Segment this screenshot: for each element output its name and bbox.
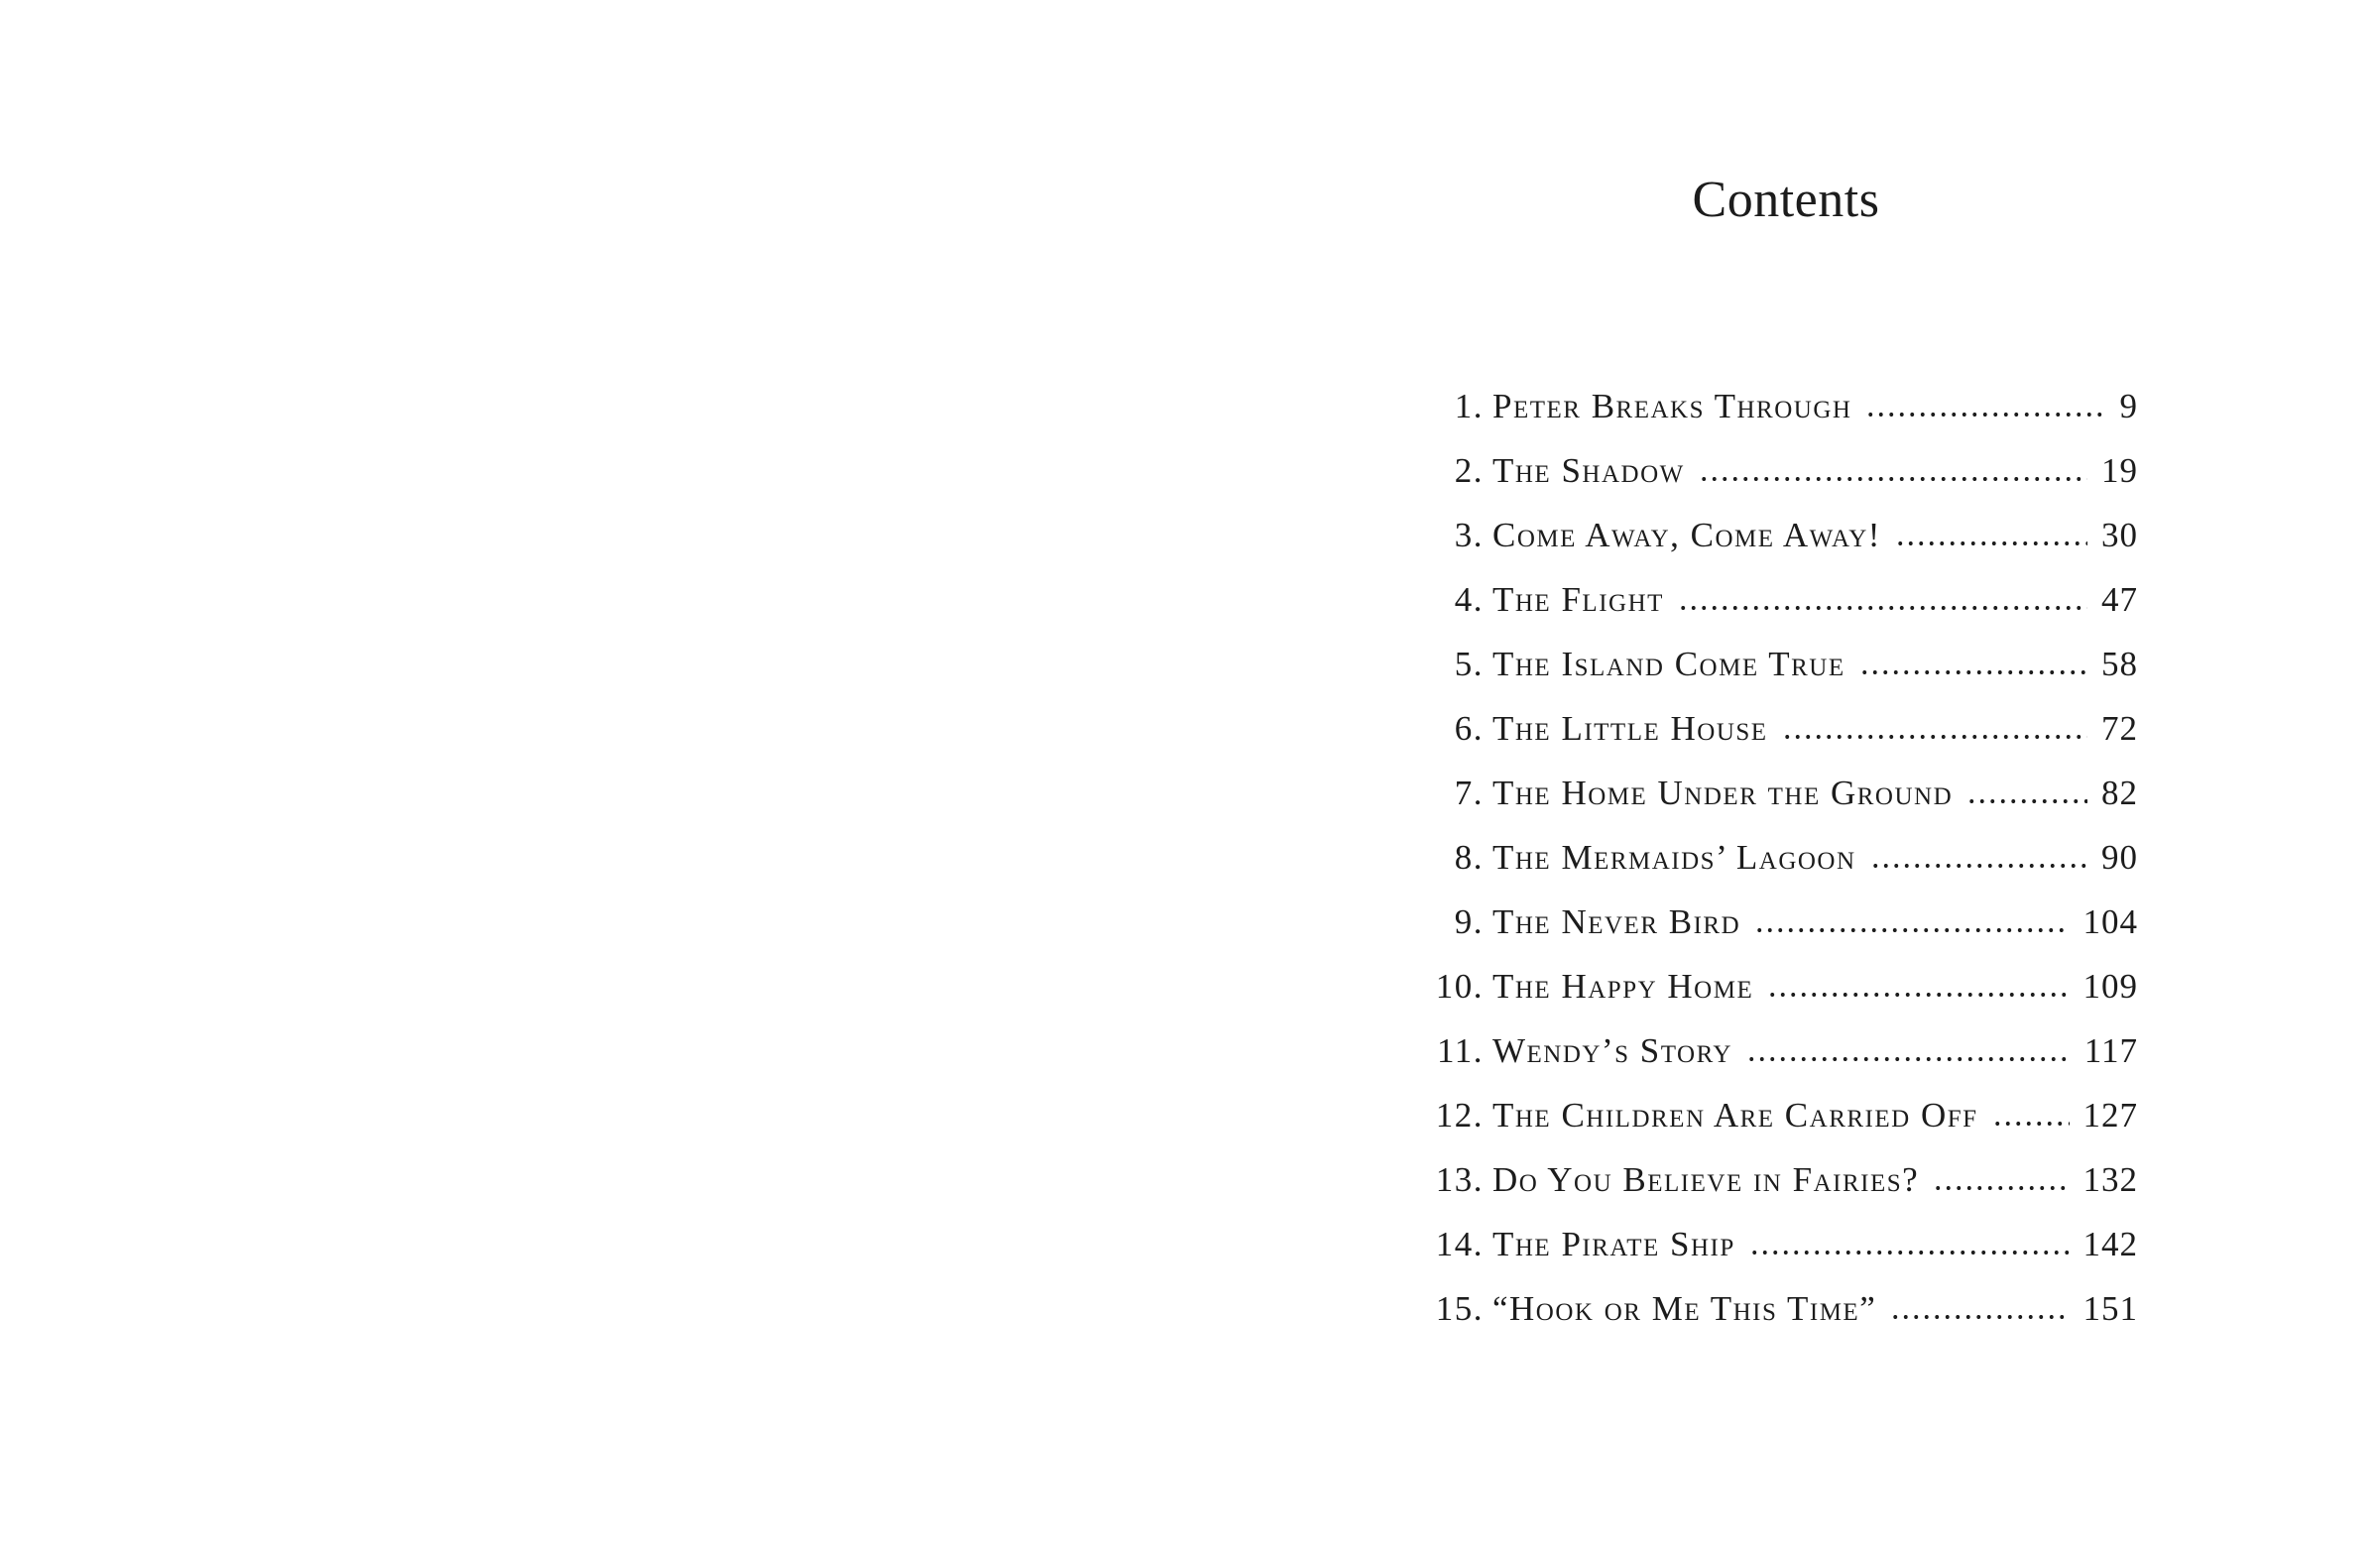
chapter-number: 6. [1454, 709, 1484, 748]
toc-entry[interactable] [1434, 374, 2138, 438]
chapter-title: The Island Come True [1492, 645, 1845, 683]
page-number: 30 [2101, 516, 2138, 554]
chapter-number: 11. [1437, 1031, 1484, 1070]
chapter-title: The Pirate Ship [1492, 1225, 1735, 1263]
toc-entry[interactable] [1434, 438, 2138, 503]
page-number: 82 [2101, 774, 2138, 812]
chapter-number: 13. [1435, 1160, 1484, 1199]
chapter-number: 9. [1454, 902, 1484, 941]
dot-leader [1890, 1314, 2069, 1320]
dot-leader [1782, 734, 2087, 740]
toc-entry[interactable] [1434, 890, 2138, 954]
toc-entry[interactable] [1434, 1083, 2138, 1147]
chapter-title: Wendy’s Story [1492, 1031, 1732, 1070]
page-number: 47 [2101, 580, 2138, 619]
chapter-number: 10. [1435, 967, 1484, 1006]
chapter-title: Do You Believe in Fairies? [1492, 1160, 1920, 1199]
toc-entry[interactable] [1434, 954, 2138, 1018]
toc-entry[interactable] [1434, 761, 2138, 825]
table-of-contents [1434, 171, 2138, 1341]
chapter-title: “Hook or Me This Time” [1492, 1289, 1877, 1328]
dot-leader [1895, 540, 2087, 546]
toc-entry[interactable] [1434, 632, 2138, 696]
page-number: 104 [2082, 902, 2138, 941]
chapter-title: The Never Bird [1492, 902, 1741, 941]
dot-leader [1746, 1056, 2071, 1062]
chapter-title: Peter Breaks Through [1492, 387, 1852, 425]
toc-entry[interactable] [1434, 696, 2138, 761]
page-number: 117 [2083, 1031, 2138, 1070]
dot-leader [1933, 1185, 2069, 1191]
page-number: 19 [2101, 451, 2138, 490]
dot-leader [1992, 1121, 2070, 1127]
toc-entry[interactable] [1434, 503, 2138, 567]
toc-entry[interactable] [1434, 1212, 2138, 1276]
chapter-number: 12. [1435, 1096, 1484, 1135]
dot-leader [1678, 605, 2087, 611]
dot-leader [1865, 412, 2105, 418]
dot-leader [1767, 992, 2069, 998]
chapter-title: The Children Are Carried Off [1492, 1096, 1978, 1135]
page-number: 72 [2101, 709, 2138, 748]
page-number: 109 [2082, 967, 2138, 1006]
toc-entry[interactable] [1434, 1276, 2138, 1341]
chapter-title: The Shadow [1492, 451, 1685, 490]
page-number: 90 [2101, 838, 2138, 877]
toc-entry[interactable] [1434, 567, 2138, 632]
dot-leader [1749, 1250, 2070, 1255]
chapter-number: 4. [1454, 580, 1484, 619]
chapter-title: The Flight [1492, 580, 1664, 619]
chapter-number: 3. [1454, 516, 1484, 554]
toc-entry[interactable] [1434, 825, 2138, 890]
chapter-number: 14. [1435, 1225, 1484, 1263]
page-number: 151 [2082, 1289, 2138, 1328]
chapter-title: The Happy Home [1492, 967, 1754, 1006]
chapter-number: 8. [1454, 838, 1484, 877]
contents-title: Contents [1692, 172, 1880, 228]
chapter-title: The Home Under the Ground [1492, 774, 1954, 812]
dot-leader [1754, 927, 2069, 933]
chapter-title: Come Away, Come Away! [1492, 516, 1881, 554]
chapter-number: 5. [1454, 645, 1484, 683]
toc-entry[interactable] [1434, 1147, 2138, 1212]
chapter-number: 1. [1454, 387, 1484, 425]
page-number: 127 [2082, 1096, 2138, 1135]
dot-leader [1699, 476, 2087, 482]
chapter-number: 7. [1454, 774, 1484, 812]
page-number: 132 [2082, 1160, 2138, 1199]
chapter-title: The Mermaids’ Lagoon [1492, 838, 1856, 877]
chapter-number: 15. [1435, 1289, 1484, 1328]
dot-leader [1859, 669, 2087, 675]
toc-list [1434, 374, 2138, 1341]
toc-entry[interactable] [1434, 1018, 2138, 1083]
page-number: 142 [2082, 1225, 2138, 1263]
dot-leader [1966, 798, 2087, 804]
chapter-number: 2. [1454, 451, 1484, 490]
page-number: 58 [2101, 645, 2138, 683]
page-number: 9 [2119, 387, 2138, 425]
dot-leader [1870, 863, 2087, 869]
chapter-title: The Little House [1492, 709, 1768, 748]
